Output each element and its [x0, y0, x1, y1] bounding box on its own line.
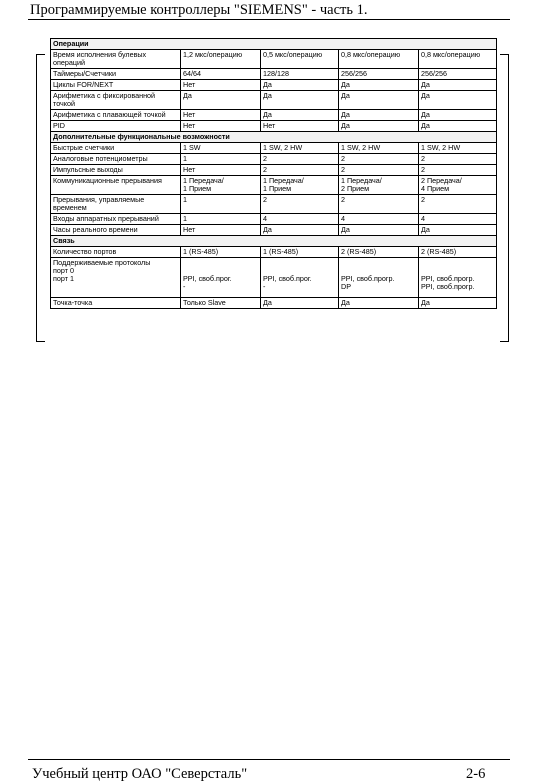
row-label: Входы аппаратных прерываний: [51, 214, 181, 225]
row-label: Прерывания, управляемые временем: [51, 195, 181, 214]
table-row: [51, 154, 497, 165]
header-divider: [28, 19, 510, 20]
table-cell: 4: [419, 214, 497, 225]
table-cell: 0,5 мкс/операцию: [261, 50, 339, 69]
table-row: [51, 298, 497, 309]
table-row: [51, 143, 497, 154]
table-cell: 2: [419, 154, 497, 165]
table-cell: 2: [261, 154, 339, 165]
table-cell: Да: [419, 121, 497, 132]
table-cell: 1 (RS-485): [261, 247, 339, 258]
table-row: [51, 121, 497, 132]
section-heading: Операции: [51, 39, 497, 50]
page-footer: [0, 756, 540, 780]
right-bracket: [500, 54, 509, 342]
specs-table-body: [51, 39, 497, 309]
page-number: 2-6: [466, 766, 486, 782]
table-cell: 1 SW, 2 HW: [261, 143, 339, 154]
page-header: [0, 0, 540, 24]
table-cell: 1 Передача/ 1 Прием: [181, 176, 261, 195]
table-row: [51, 165, 497, 176]
row-label: Быстрые счетчики: [51, 143, 181, 154]
left-bracket: [36, 54, 45, 342]
row-label: Поддерживаемые протоколы порт 0 порт 1: [51, 258, 181, 298]
table-cell: Да: [181, 91, 261, 110]
table-row: [51, 80, 497, 91]
table-cell: Да: [261, 225, 339, 236]
table-cell: 4: [339, 214, 419, 225]
table-cell: PPI, своб.прог. -: [181, 258, 261, 298]
row-label: Аналоговые потенциометры: [51, 154, 181, 165]
table-cell: Нет: [181, 165, 261, 176]
table-cell: Да: [339, 121, 419, 132]
table-cell: 2: [261, 195, 339, 214]
table-cell: Да: [261, 110, 339, 121]
table-cell: Да: [419, 110, 497, 121]
row-label: Арифметика с фиксированной точкой: [51, 91, 181, 110]
row-label: Точка-точка: [51, 298, 181, 309]
table-cell: 2: [419, 195, 497, 214]
row-label: Время исполнения булевых операций: [51, 50, 181, 69]
table-row: [51, 258, 497, 298]
section-row: [51, 236, 497, 247]
table-cell: Да: [339, 80, 419, 91]
row-label: Таймеры/Счетчики: [51, 69, 181, 80]
row-label: Циклы FOR/NEXT: [51, 80, 181, 91]
table-cell: 1: [181, 154, 261, 165]
table-cell: Да: [339, 110, 419, 121]
table-cell: 256/256: [339, 69, 419, 80]
table-cell: 2 (RS-485): [419, 247, 497, 258]
table-cell: 1 SW: [181, 143, 261, 154]
table-cell: 1 Передача/ 1 Прием: [261, 176, 339, 195]
table-cell: Только Slave: [181, 298, 261, 309]
table-cell: Нет: [181, 121, 261, 132]
table-cell: Да: [261, 80, 339, 91]
table-cell: 128/128: [261, 69, 339, 80]
table-cell: 1 Передача/ 2 Прием: [339, 176, 419, 195]
table-cell: 256/256: [419, 69, 497, 80]
row-label: Коммуникационные прерывания: [51, 176, 181, 195]
table-cell: 2: [339, 165, 419, 176]
table-cell: Нет: [181, 225, 261, 236]
table-cell: Нет: [181, 80, 261, 91]
table-cell: Да: [261, 91, 339, 110]
table-cell: PPI, своб.прог. -: [261, 258, 339, 298]
section-row: [51, 39, 497, 50]
table-row: [51, 247, 497, 258]
table-cell: Да: [419, 225, 497, 236]
footer-organization: Учебный центр ОАО "Северсталь": [32, 766, 248, 782]
table-cell: 64/64: [181, 69, 261, 80]
table-row: [51, 214, 497, 225]
table-cell: 0,8 мкс/операцию: [339, 50, 419, 69]
table-cell: 2: [261, 165, 339, 176]
table-cell: 1: [181, 195, 261, 214]
table-cell: PPI, своб.прогр. DP: [339, 258, 419, 298]
table-row: [51, 110, 497, 121]
table-cell: 4: [261, 214, 339, 225]
section-heading: Дополнительные функциональные возможности: [51, 132, 497, 143]
table-cell: Да: [419, 91, 497, 110]
table-cell: Нет: [181, 110, 261, 121]
specs-table: [50, 38, 497, 309]
table-cell: PPI, своб.прогр. PPI, своб.прогр.: [419, 258, 497, 298]
table-cell: 1,2 мкс/операцию: [181, 50, 261, 69]
section-row: [51, 132, 497, 143]
table-cell: Да: [339, 298, 419, 309]
table-cell: 1 (RS-485): [181, 247, 261, 258]
table-cell: 2 Передача/ 4 Прием: [419, 176, 497, 195]
table-cell: 1: [181, 214, 261, 225]
table-cell: 2: [339, 195, 419, 214]
row-label: Импульсные выходы: [51, 165, 181, 176]
row-label: Часы реального времени: [51, 225, 181, 236]
table-row: [51, 176, 497, 195]
table-row: [51, 91, 497, 110]
table-cell: 1 SW, 2 HW: [419, 143, 497, 154]
table-cell: Да: [419, 298, 497, 309]
table-cell: Да: [419, 80, 497, 91]
row-label: PID: [51, 121, 181, 132]
table-cell: Да: [339, 91, 419, 110]
table-cell: 2: [339, 154, 419, 165]
page-title: Программируемые контроллеры "SIEMENS" - часть 1.: [30, 2, 368, 18]
table-cell: Да: [339, 225, 419, 236]
row-label: Арифметика с плавающей точкой: [51, 110, 181, 121]
table-cell: 2: [419, 165, 497, 176]
table-row: [51, 50, 497, 69]
table-cell: 1 SW, 2 HW: [339, 143, 419, 154]
table-cell: Нет: [261, 121, 339, 132]
table-row: [51, 195, 497, 214]
section-heading: Связь: [51, 236, 497, 247]
table-cell: 0,8 мкс/операцию: [419, 50, 497, 69]
footer-divider: [28, 759, 510, 760]
table-row: [51, 69, 497, 80]
table-row: [51, 225, 497, 236]
row-label: Количество портов: [51, 247, 181, 258]
table-cell: 2 (RS-485): [339, 247, 419, 258]
table-cell: Да: [261, 298, 339, 309]
